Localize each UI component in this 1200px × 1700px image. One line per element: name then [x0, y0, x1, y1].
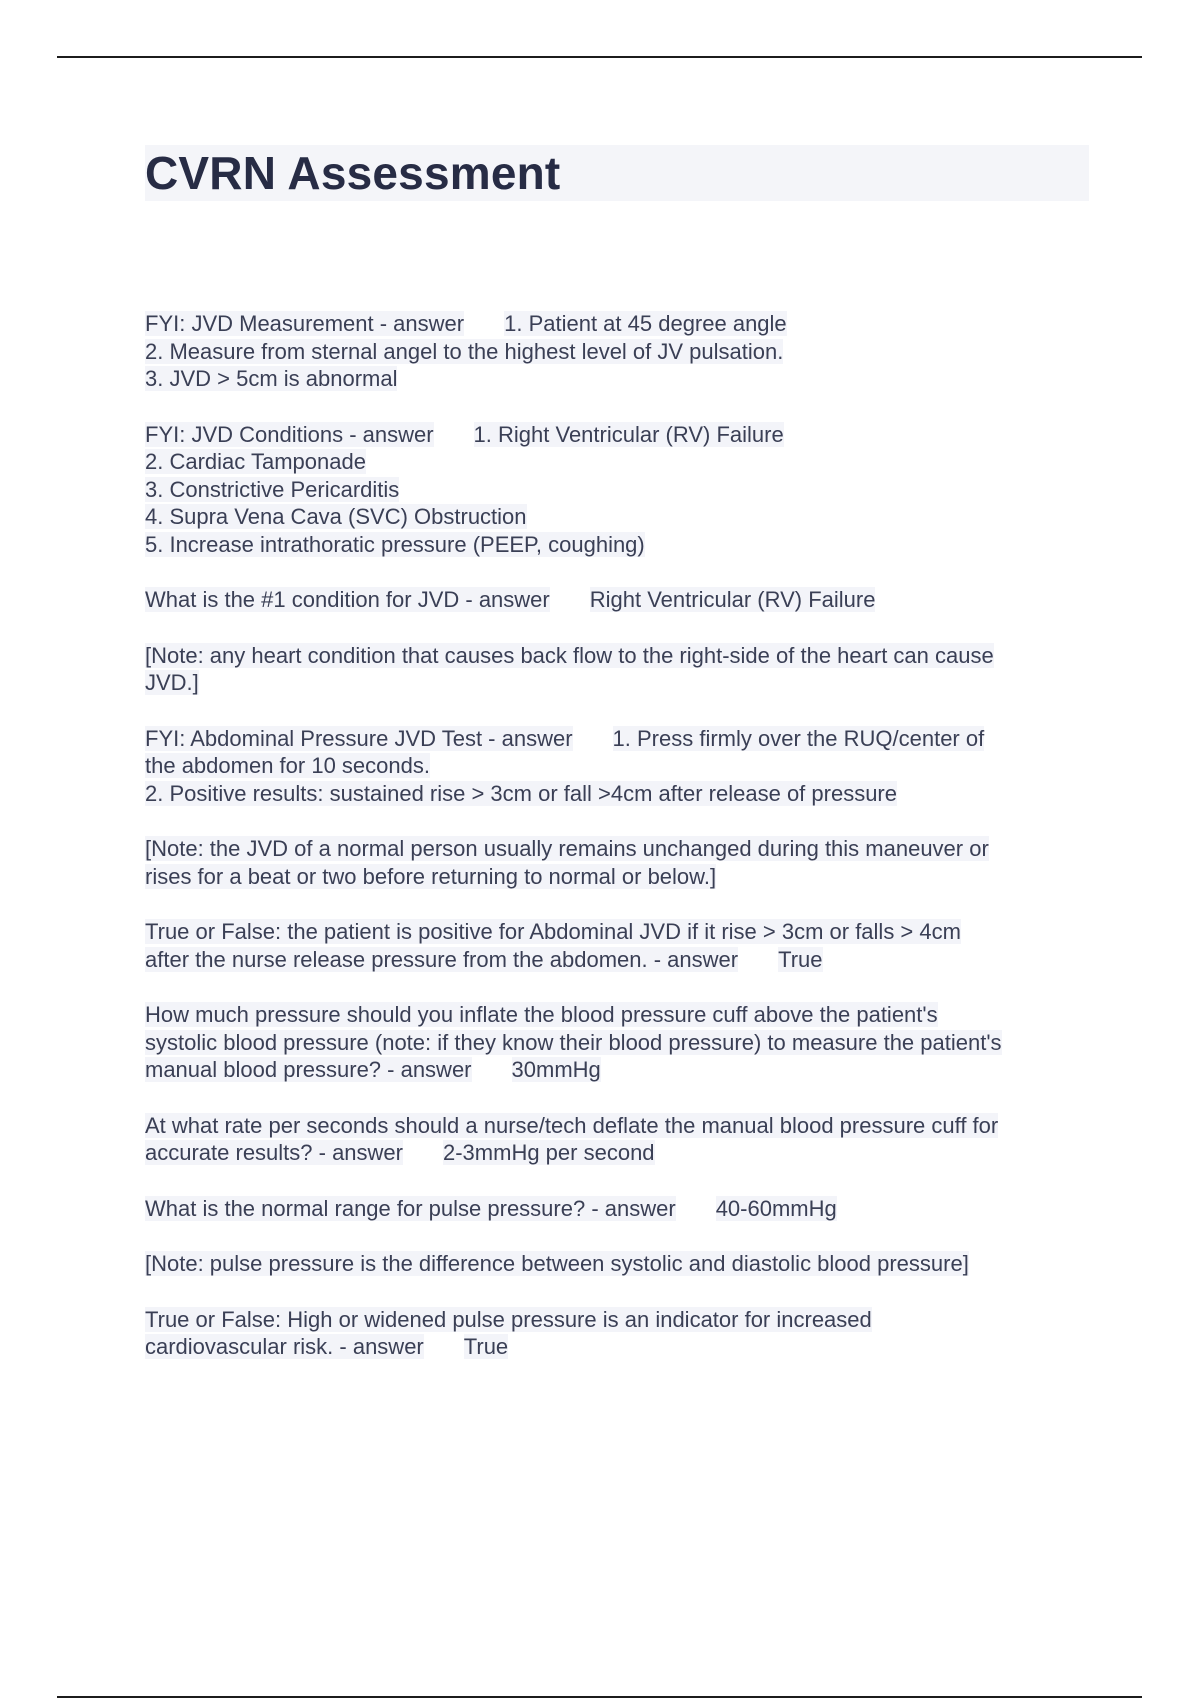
question-text: accurate results? - answer: [145, 1140, 403, 1165]
text-line: [145, 310, 1090, 338]
qa-block: [145, 586, 1090, 614]
text-line: [145, 476, 1090, 504]
text-line: [145, 1250, 1090, 1278]
text-line: [145, 918, 1090, 946]
qa-block: [145, 1250, 1090, 1278]
answer-text: 30mmHg: [511, 1057, 601, 1082]
page-title: CVRN Assessment: [145, 147, 561, 199]
question-text: 4. Supra Vena Cava (SVC) Obstruction: [145, 504, 527, 529]
qa-block: [145, 725, 1090, 808]
qa-block: [145, 1001, 1090, 1084]
question-text: the abdomen for 10 seconds.: [145, 753, 430, 778]
text-line: [145, 835, 1090, 863]
text-line: [145, 1333, 1090, 1361]
qa-block: [145, 642, 1090, 697]
text-line: [145, 448, 1090, 476]
text-line: [145, 1195, 1090, 1223]
question-text: systolic blood pressure (note: if they know their blood pressure) to measure the patient's: [145, 1029, 1002, 1055]
qa-block: [145, 835, 1090, 890]
qa-block: [145, 1112, 1090, 1167]
text-line: [145, 946, 1090, 974]
answer-text: 40-60mmHg: [715, 1195, 837, 1221]
qa-block: [145, 1195, 1090, 1223]
qa-block: [145, 1306, 1090, 1361]
text-line: [145, 421, 1090, 449]
question-text: True or False: High or widened pulse pressure is an indicator for increased: [145, 1306, 872, 1332]
question-text: 2. Cardiac Tamponade: [145, 449, 366, 474]
answer-text: True: [778, 946, 823, 972]
question-text: rises for a beat or two before returning to normal or below.]: [145, 863, 717, 889]
qa-block: [145, 918, 1090, 973]
qa-block: [145, 310, 1090, 393]
text-line: [145, 1139, 1090, 1167]
text-line: [145, 586, 1090, 614]
text-line: [145, 780, 1090, 808]
footer-rule: [57, 1696, 1142, 1698]
question-text: manual blood pressure? - answer: [145, 1057, 472, 1082]
text-line: [145, 642, 1090, 670]
question-text: 3. Constrictive Pericarditis: [145, 476, 400, 502]
question-text: [Note: pulse pressure is the difference between systolic and diastolic blood pressure]: [145, 1251, 969, 1276]
question-text: What is the #1 condition for JVD - answer: [145, 587, 550, 612]
question-text: 5. Increase intrathoratic pressure (PEEP, coughing): [145, 531, 645, 557]
answer-text: 1. Right Ventricular (RV) Failure: [473, 421, 784, 447]
text-line: [145, 752, 1090, 780]
question-text: JVD.]: [145, 670, 199, 695]
document-body: [145, 310, 1090, 1389]
text-line: [145, 1029, 1090, 1057]
text-line: [145, 365, 1090, 393]
text-line: [145, 531, 1090, 559]
text-line: [145, 669, 1090, 697]
text-line: [145, 1306, 1090, 1334]
answer-text: True: [463, 1334, 509, 1359]
qa-block: [145, 421, 1090, 559]
question-text: 3. JVD > 5cm is abnormal: [145, 366, 398, 391]
text-line: [145, 1112, 1090, 1140]
question-text: True or False: the patient is positive for Abdominal JVD if it rise > 3cm or falls > 4cm: [145, 919, 961, 944]
question-text: What is the normal range for pulse pressure? - answer: [145, 1195, 676, 1221]
text-line: [145, 1001, 1090, 1029]
header-rule: [57, 56, 1142, 58]
answer-text: 2-3mmHg per second: [443, 1140, 655, 1165]
answer-text: 1. Patient at 45 degree angle: [504, 311, 787, 336]
question-text: FYI: Abdominal Pressure JVD Test - answer: [145, 725, 573, 751]
question-text: FYI: JVD Measurement - answer: [145, 311, 465, 336]
question-text: after the nurse release pressure from the abdomen. - answer: [145, 946, 739, 972]
text-line: [145, 1056, 1090, 1084]
question-text: 2. Positive results: sustained rise > 3cm or fall >4cm after release of pressure: [145, 780, 897, 806]
question-text: FYI: JVD Conditions - answer: [145, 421, 434, 447]
text-line: [145, 503, 1090, 531]
question-text: How much pressure should you inflate the blood pressure cuff above the patient's: [145, 1002, 938, 1027]
answer-text: 1. Press firmly over the RUQ/center of: [612, 725, 985, 751]
question-text: At what rate per seconds should a nurse/tech deflate the manual blood pressure cuff for: [145, 1112, 999, 1138]
question-text: [Note: the JVD of a normal person usually remains unchanged during this maneuver or: [145, 836, 989, 861]
question-text: 2. Measure from sternal angel to the highest level of JV pulsation.: [145, 338, 784, 364]
answer-text: Right Ventricular (RV) Failure: [589, 587, 876, 612]
text-line: [145, 338, 1090, 366]
question-text: cardiovascular risk. - answer: [145, 1334, 424, 1359]
text-line: [145, 863, 1090, 891]
text-line: [145, 725, 1090, 753]
question-text: [Note: any heart condition that causes back flow to the right-side of the heart can cause: [145, 642, 994, 668]
